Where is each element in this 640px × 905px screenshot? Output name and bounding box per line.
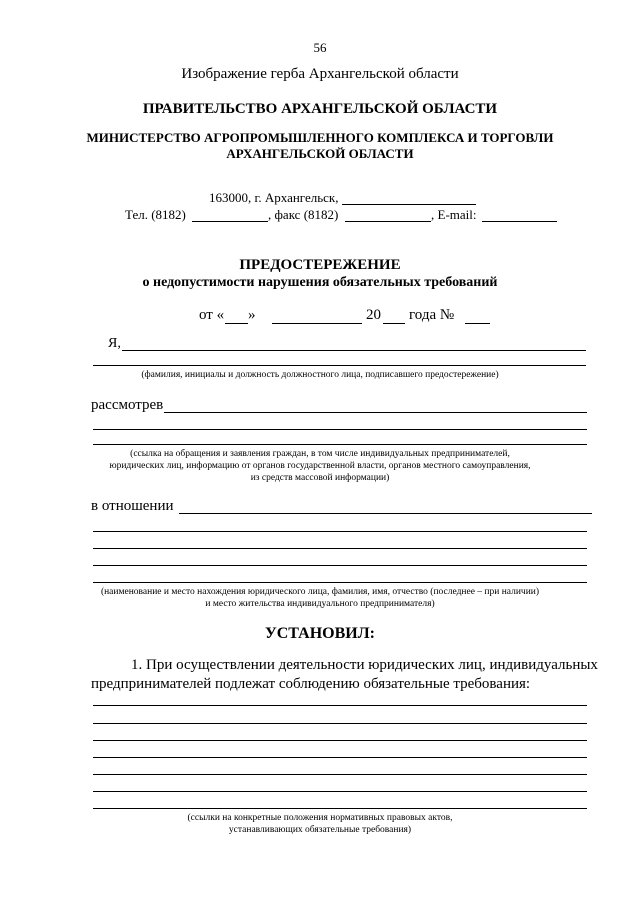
phone-field[interactable] — [192, 221, 268, 222]
regarding-hint-1: (наименование и место нахождения юридического лица, фамилия, имя, отчество (последнее – при наличии) — [100, 587, 540, 597]
address-field[interactable] — [342, 204, 476, 205]
requirements-line2[interactable] — [93, 723, 587, 724]
year-prefix: 20 — [366, 307, 381, 323]
considered-field-line3[interactable] — [93, 444, 587, 445]
regarding-prefix: в отношении — [91, 498, 174, 514]
requirements-hint-1: (ссылки на конкретные положения нормативных правовых актов, — [187, 813, 453, 823]
number-field[interactable] — [465, 323, 490, 324]
considered-hint-1: (ссылка на обращения и заявления граждан, в том числе индивидуальных предпринимателей, — [130, 449, 510, 459]
paragraph1-line1: 1. При осуществлении деятельности юридических лиц, индивидуальных — [131, 657, 598, 673]
email-field[interactable] — [482, 221, 557, 222]
established-heading: УСТАНОВИЛ: — [265, 625, 375, 642]
requirements-line6[interactable] — [93, 791, 587, 792]
date-close-quote: » — [248, 307, 256, 323]
regarding-field-line3[interactable] — [93, 548, 587, 549]
ministry-title-line1: МИНИСТЕРСТВО АГРОПРОМЫШЛЕННОГО КОМПЛЕКСА И ТОРГОВЛИ — [86, 130, 554, 145]
ministry-title-line2: АРХАНГЕЛЬСКОЙ ОБЛАСТИ — [226, 146, 414, 161]
official-hint: (фамилия, инициалы и должность должностного лица, подписавшего предостережение) — [141, 370, 499, 380]
document-title: ПРЕДОСТЕРЕЖЕНИЕ — [239, 257, 401, 273]
requirements-line7[interactable] — [93, 808, 587, 809]
official-field[interactable] — [122, 350, 586, 351]
official-field-line2[interactable] — [93, 365, 586, 366]
regarding-field-line4[interactable] — [93, 565, 587, 566]
considered-prefix: рассмотрев — [91, 397, 164, 413]
number-label: года № — [409, 307, 455, 323]
considered-field-line2[interactable] — [93, 429, 587, 430]
requirements-line4[interactable] — [93, 757, 587, 758]
considered-field[interactable] — [164, 412, 587, 413]
requirements-hint-2: устанавливающих обязательные требования) — [228, 825, 412, 835]
requirements-line3[interactable] — [93, 740, 587, 741]
government-title: ПРАВИТЕЛЬСТВО АРХАНГЕЛЬСКОЙ ОБЛАСТИ — [142, 101, 498, 117]
date-prefix: от « — [199, 307, 225, 323]
requirements-line1[interactable] — [93, 705, 587, 706]
considered-hint-2: юридических лиц, информацию от органов государственной власти, органов местного самоуправления, — [109, 461, 531, 471]
paragraph1-line2: предпринимателей подлежат соблюдению обязательные требования: — [91, 676, 531, 692]
official-prefix: Я, — [108, 336, 121, 351]
regarding-field-line2[interactable] — [93, 531, 587, 532]
regarding-field-line5[interactable] — [93, 582, 587, 583]
day-field[interactable] — [225, 323, 248, 324]
page-number: 56 — [313, 40, 327, 55]
considered-hint-3: из средств массовой информации) — [250, 473, 390, 483]
fax-field[interactable] — [345, 221, 431, 222]
month-field[interactable] — [272, 323, 362, 324]
email-label: , E-mail: — [431, 207, 477, 222]
regarding-field[interactable] — [179, 513, 592, 514]
phone-label: Тел. (8182) — [125, 207, 186, 222]
document-subtitle: о недопустимости нарушения обязательных требований — [142, 275, 498, 290]
fax-label: , факс (8182) — [268, 207, 339, 222]
coat-of-arms-placeholder: Изображение герба Архангельской области — [181, 66, 459, 82]
year-field[interactable] — [383, 323, 405, 324]
regarding-hint-2: и место жительства индивидуального предпринимателя) — [205, 599, 435, 609]
requirements-line5[interactable] — [93, 774, 587, 775]
address-city: 163000, г. Архангельск, — [209, 190, 339, 205]
